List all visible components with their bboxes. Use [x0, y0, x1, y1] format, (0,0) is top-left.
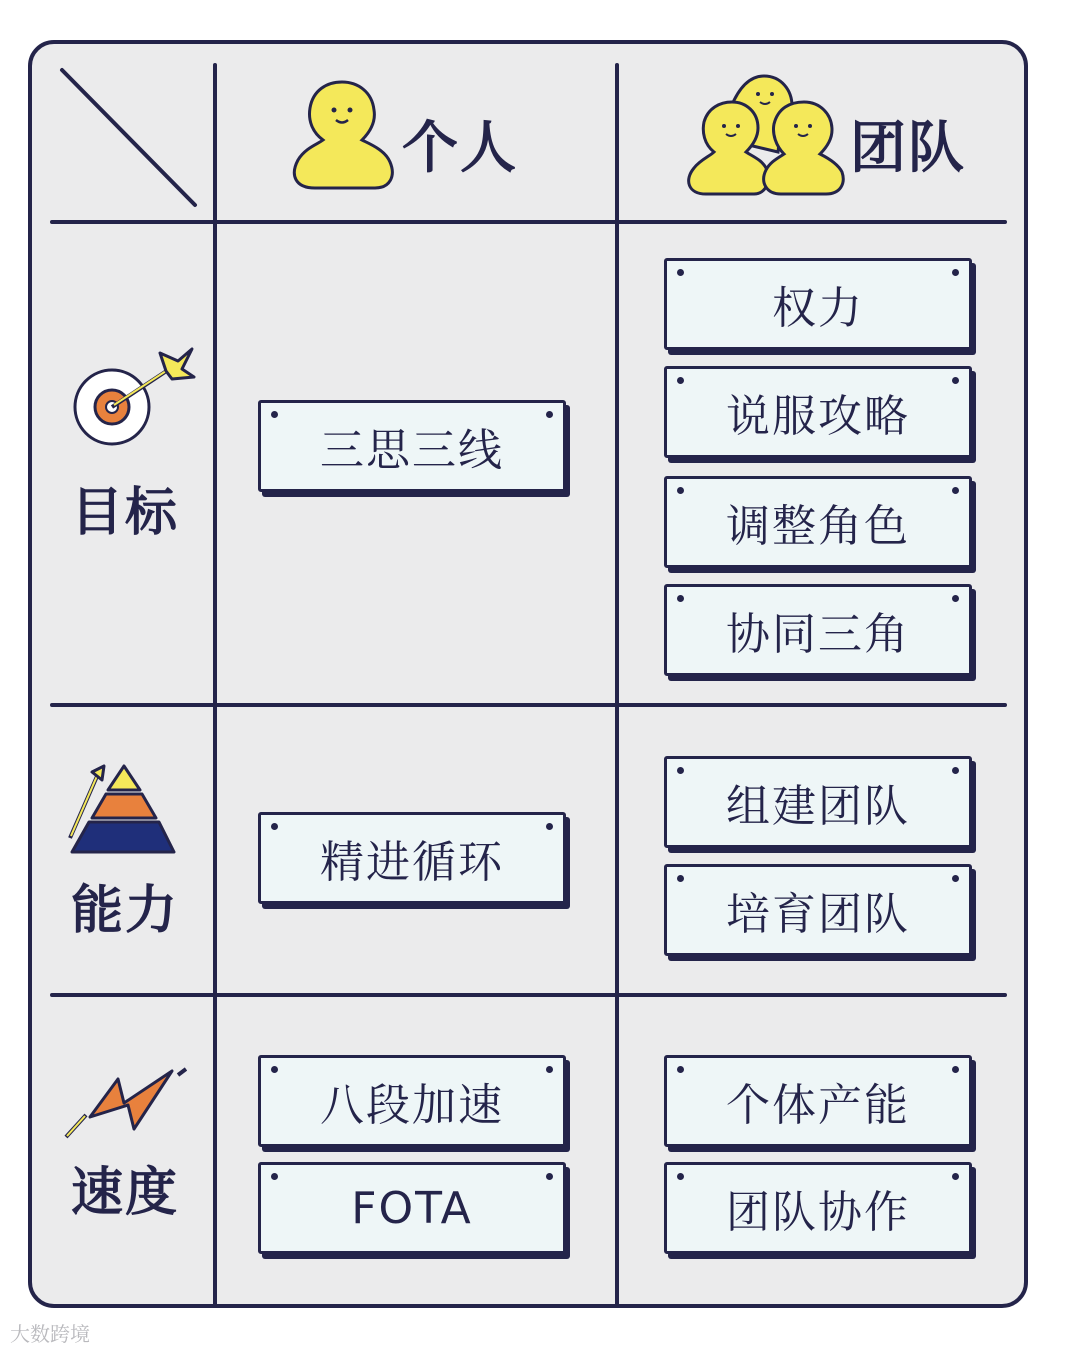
card-text: 八段加速 [320, 1080, 504, 1131]
pin-icon [952, 767, 959, 774]
pin-icon [677, 875, 684, 882]
card-text: 精进循环 [320, 837, 504, 888]
pin-icon [677, 767, 684, 774]
pin-icon [952, 487, 959, 494]
pin-icon [952, 269, 959, 276]
card-speed-team [664, 1055, 972, 1147]
pin-icon [546, 1066, 553, 1073]
pin-icon [677, 1066, 684, 1073]
card-text: 权力 [772, 283, 864, 334]
target-icon [68, 345, 198, 450]
card-text: 培育团队 [726, 889, 910, 940]
header-individual: 个人 [402, 116, 518, 181]
pin-icon [952, 377, 959, 384]
card-text: 调整角色 [726, 501, 910, 552]
pin-icon [271, 411, 278, 418]
pin-icon [271, 823, 278, 830]
card-text: 说服攻略 [726, 391, 910, 442]
card-text: 三思三线 [320, 425, 504, 476]
card-ability-team [664, 864, 972, 956]
pin-icon [546, 823, 553, 830]
pin-icon [677, 595, 684, 602]
card-speed-team [664, 1162, 972, 1254]
card-text: 组建团队 [726, 781, 910, 832]
pin-icon [952, 875, 959, 882]
card-text: 团队协作 [726, 1187, 910, 1238]
card-goal-individual [258, 400, 566, 492]
card-goal-team [664, 258, 972, 350]
lightning-icon [62, 1065, 187, 1140]
card-text: 个体产能 [726, 1080, 910, 1131]
card-ability-team [664, 756, 972, 848]
card-text: FOTA [351, 1182, 473, 1234]
pin-icon [677, 487, 684, 494]
pin-icon [271, 1066, 278, 1073]
pin-icon [546, 1173, 553, 1180]
pin-icon [677, 377, 684, 384]
card-speed-individual [258, 1162, 566, 1254]
row-label-ability: 能力 [70, 881, 179, 941]
person-icon [290, 80, 400, 190]
card-goal-team [664, 366, 972, 458]
pin-icon [952, 595, 959, 602]
row-label-speed: 速度 [70, 1163, 179, 1223]
pin-icon [677, 1173, 684, 1180]
card-text: 协同三角 [726, 609, 910, 660]
pin-icon [271, 1173, 278, 1180]
card-goal-team [664, 476, 972, 568]
watermark: 大数跨境 [10, 1322, 90, 1346]
pin-icon [677, 269, 684, 276]
row-label-goal: 目标 [70, 483, 179, 543]
pyramid-icon [62, 760, 182, 860]
card-ability-individual [258, 812, 566, 904]
group-icon [686, 72, 846, 196]
pin-icon [546, 411, 553, 418]
header-team: 团队 [850, 116, 966, 181]
card-goal-team [664, 584, 972, 676]
pin-icon [952, 1173, 959, 1180]
pin-icon [952, 1066, 959, 1073]
card-speed-individual [258, 1055, 566, 1147]
